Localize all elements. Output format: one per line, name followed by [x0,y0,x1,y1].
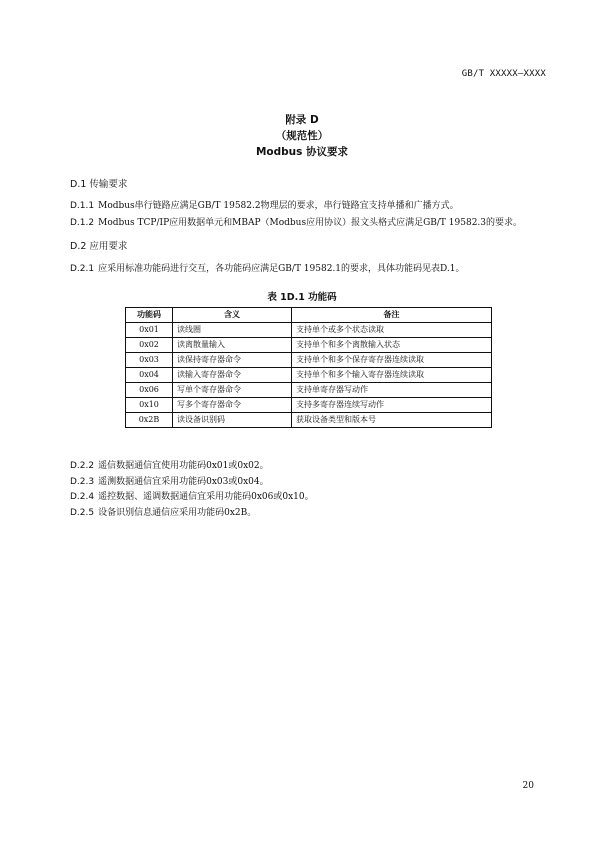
clause-text: 遥测数据通信宜采用功能码0x03或0x04。 [98,477,269,487]
clause-number: D.1.2 [70,218,95,228]
cell-code: 0x06 [126,383,173,398]
cell-remark: 支持单个和多个离散输入状态 [292,338,492,353]
table-row [126,413,492,428]
appendix-name: Modbus 协议要求 [255,146,349,158]
table-row [126,398,492,413]
table-row [126,323,492,338]
cell-remark: 支持单个和多个保存寄存器连续读取 [292,353,492,368]
clause-text: 遥控数据、遥调数据通信宜采用功能码0x06或0x10。 [98,492,314,502]
table-row [126,368,492,383]
cell-meaning: 读设备识别码 [173,413,292,428]
clause-d1-2 [70,215,550,228]
cell-code: 0x2B [126,413,173,428]
standard-id: GB/T XXXXX—XXXX [461,69,546,79]
clause-number: D.2.5 [70,508,95,518]
cell-code: 0x10 [126,398,173,413]
cell-remark: 获取设备类型和版本号 [292,413,492,428]
page-number: 20 [522,781,534,791]
clause-d2-5 [70,505,550,518]
table-row [126,353,492,368]
appendix-title: 附录 D [285,114,319,126]
clause-d2-1 [70,261,550,274]
clause-text: 遥信数据通信宜使用功能码0x01或0x02。 [98,461,269,471]
cell-code: 0x02 [126,338,173,353]
cell-remark: 支持单个和多个输入寄存器连续读取 [292,368,492,383]
cell-remark: 支持多寄存器连续写动作 [292,398,492,413]
cell-meaning: 写单个寄存器命令 [173,383,292,398]
table-header-row [126,308,492,323]
cell-meaning: 读离散量输入 [173,338,292,353]
clause-d2-4 [70,489,550,502]
clause-number: D.2.3 [70,477,95,487]
clause-text: 应采用标准功能码进行交互，各功能码应满足GB/T 19582.1的要求，具体功能码见表D.1。 [98,264,465,274]
column-header-meaning: 含义 [173,308,292,323]
clause-number: D.2.2 [70,461,95,471]
appendix-type: （规范性） [275,130,329,142]
section-heading-d2: D.2 应用要求 [70,241,128,252]
clause-text: 设备识别信息通信应采用功能码0x2B。 [98,508,257,518]
clause-text: Modbus TCP/IP应用数据单元和MBAP（Modbus应用协议）报文头格式应满足GB/T 19582.3的要求。 [98,218,523,228]
clause-d1-1 [70,198,550,211]
cell-meaning: 读保持寄存器命令 [173,353,292,368]
table-caption: 表 1D.1 功能码 [267,292,337,303]
cell-meaning: 读输入寄存器命令 [173,368,292,383]
section-heading-d1: D.1 传输要求 [70,179,128,190]
clause-number: D.2.4 [70,492,95,502]
table-row [126,383,492,398]
cell-remark: 支持单个或多个状态读取 [292,323,492,338]
clause-d2-2 [70,458,550,471]
clause-d2-3 [70,474,550,487]
cell-meaning: 写多个寄存器命令 [173,398,292,413]
cell-meaning: 读线圈 [173,323,292,338]
clause-text: Modbus串行链路应满足GB/T 19582.2物理层的要求，串行链路宜支持单播和广播方式。 [98,201,459,211]
table-row [126,338,492,353]
cell-code: 0x04 [126,368,173,383]
column-header-remark: 备注 [292,308,492,323]
clause-number: D.1.1 [70,201,95,211]
clause-number: D.2.1 [70,264,95,274]
column-header-code: 功能码 [126,308,173,323]
cell-code: 0x03 [126,353,173,368]
cell-code: 0x01 [126,323,173,338]
function-code-table [125,307,492,428]
cell-remark: 支持单寄存器写动作 [292,383,492,398]
